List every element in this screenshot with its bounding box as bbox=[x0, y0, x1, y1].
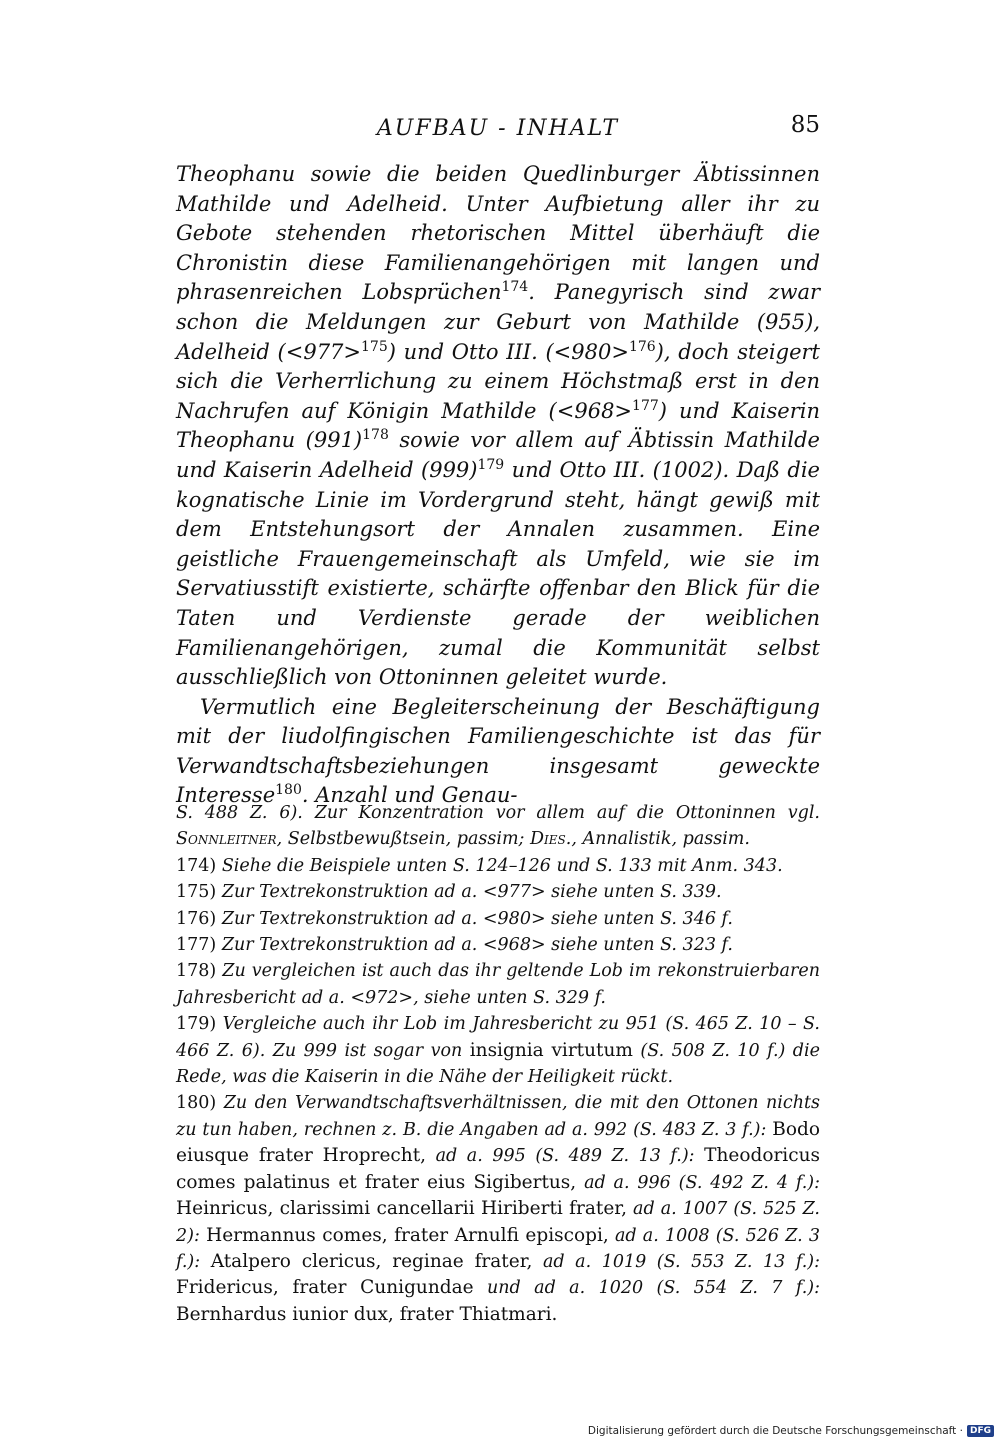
text-run: ), doch steigert sich die Verherrlichung zu einem Höchstmaß erst in den Nachrufen auf Königin Mathilde (<968> bbox=[176, 339, 820, 423]
footnote-number: 180) bbox=[176, 1093, 217, 1114]
footnote-176 bbox=[176, 906, 820, 932]
text-run: und Otto III. (1002). Daß die kognatische Linie im Vordergrund steht, hängt gewiß mit dem Entstehungsort der Annalen zusammen. Eine geistliche Frauengemeinschaft als Umfeld, wie sie im Servatiusstift existierte, schärfte offenbar den Blick für die Taten und Verdienste gerade der weiblichen Familienangehörigen, zumal die Kommunität selbst ausschließlich von Ottoninnen geleitet wurde. bbox=[176, 457, 820, 690]
latin-quote: Hermannus comes, frater Arnulfi episcopi, bbox=[206, 1224, 609, 1246]
paragraph-1 bbox=[176, 160, 820, 693]
footnote-180 bbox=[176, 1090, 820, 1328]
footnote-177 bbox=[176, 932, 820, 958]
footnote-text: Vergleiche auch ihr Lob im Jahresbericht zu 951 (S. 465 Z. 10 – S. 466 Z. 6). Zu 999 ist sogar von bbox=[176, 1014, 820, 1061]
text-run: ) und Otto III. (<980> bbox=[387, 339, 629, 364]
footnote-179 bbox=[176, 1011, 820, 1090]
footnote-ref-176[interactable]: 176 bbox=[628, 338, 656, 355]
latin-quote: Bodo eiusque frater Hroprecht, bbox=[176, 1118, 820, 1167]
author-name: Sonnleitner bbox=[176, 829, 277, 850]
latin-quote: Bernhardus iunior dux, frater Thiatmari. bbox=[176, 1303, 558, 1325]
footnote-text: ad a. 1008 (S. 526 Z. 3 f.): bbox=[176, 1225, 821, 1272]
footnote-number: 175) bbox=[176, 882, 217, 903]
footnote-number: 176) bbox=[176, 908, 217, 929]
footnote-174 bbox=[176, 853, 820, 879]
page-number: 85 bbox=[790, 112, 820, 138]
author-name: Dies. bbox=[530, 829, 572, 850]
paragraph-2 bbox=[176, 693, 820, 811]
footnote-text: ad a. 996 (S. 492 Z. 4 f.): bbox=[584, 1172, 820, 1193]
text-run: . Anzahl und Genau- bbox=[301, 783, 518, 808]
footnote-178 bbox=[176, 958, 820, 1011]
footnote-text: Zu den Verwandtschaftsverhältnissen, die mit den Ottonen nichts zu tun haben, rechnen z. B. die Angaben ad a. 992 (S. 483 Z. 3 f.): bbox=[176, 1093, 820, 1140]
footnote-number: 174) bbox=[176, 855, 217, 876]
footnote-text: ad a. 1007 (S. 525 Z. 2): bbox=[176, 1199, 820, 1246]
credit-text: Digitalisierung gefördert durch die Deutsche Forschungsgemeinschaft · bbox=[587, 1425, 963, 1437]
text-run: . Panegyrisch sind zwar schon die Meldungen zur Geburt von Mathilde (955), Adelheid (<977> bbox=[176, 280, 820, 364]
text-run: , Selbstbewußtsein, passim; bbox=[276, 829, 531, 850]
latin-quote: Fridericus, frater Cunigundae bbox=[176, 1277, 474, 1299]
footnote-text: ad a. 1019 (S. 553 Z. 13 f.): bbox=[542, 1251, 820, 1272]
footnote-ref-174[interactable]: 174 bbox=[501, 279, 529, 296]
footnote-text: und ad a. 1020 (S. 554 Z. 7 f.): bbox=[487, 1278, 820, 1299]
text-run: Vermutlich eine Begleiterscheinung der Beschäftigung mit der liudolfingischen Familiengeschichte ist das für Verwandtschaftsbeziehungen insgesamt geweckte Interesse bbox=[176, 694, 820, 808]
footnote-ref-180[interactable]: 180 bbox=[275, 782, 302, 799]
footnote-number: 178) bbox=[176, 961, 217, 982]
footnote-text: Zur Textrekonstruktion ad a. <968> siehe unten S. 323 f. bbox=[221, 935, 733, 956]
footnotes bbox=[176, 800, 820, 1328]
running-head: AUFBAU - INHALT bbox=[376, 116, 620, 141]
dfg-logo: DFG bbox=[967, 1425, 994, 1437]
footnote-ref-177[interactable]: 177 bbox=[632, 397, 659, 414]
footnote-text: Zur Textrekonstruktion ad a. <980> siehe unten S. 346 f. bbox=[221, 908, 733, 929]
footnote-175 bbox=[176, 879, 820, 905]
footnote-number: 179) bbox=[176, 1014, 217, 1035]
text-run: S. 488 Z. 6). Zur Konzentration vor allem auf die Ottoninnen vgl. bbox=[176, 803, 820, 823]
footnote-text: Zu vergleichen ist auch das ihr geltende Lob im rekonstruierbaren Jahresbericht ad a. <972>, siehe unten S. 329 f. bbox=[176, 961, 820, 1008]
latin-quote: Heinricus, clarissimi cancellarii Hiriberti frater, bbox=[176, 1198, 627, 1220]
latin-quote: Theodoricus comes palatinus et frater eius Sigibertus, bbox=[176, 1145, 820, 1193]
latin-quote: insignia virtutum bbox=[469, 1039, 633, 1061]
footnote-ref-178[interactable]: 178 bbox=[362, 427, 389, 444]
footnote-text: (S. 508 Z. 10 f.) die Rede, was die Kaiserin in die Nähe der Heiligkeit rückt. bbox=[176, 1040, 820, 1088]
footnote-ref-179[interactable]: 179 bbox=[477, 456, 505, 473]
footnote-continuation bbox=[176, 800, 820, 853]
main-text bbox=[176, 160, 820, 811]
footnote-number: 177) bbox=[176, 935, 217, 956]
text-run: Theophanu sowie die beiden Quedlinburger Äbtissinnen Mathilde und Adelheid. Unter Aufbietung aller ihr zu Gebote stehenden rhetorischen Mittel überhäuft die Chronistin diese Familienangehörigen mit langen und phrasenreichen Lobsprüchen bbox=[176, 162, 820, 305]
text-run: , Annalistik, passim. bbox=[571, 829, 750, 850]
page-header bbox=[176, 112, 820, 148]
footnote-text: Zur Textrekonstruktion ad a. <977> siehe unten S. 339. bbox=[221, 882, 722, 903]
text-run: sowie vor allem auf Äbtissin Mathilde und Kaiserin Adelheid (999) bbox=[176, 428, 820, 482]
digitization-credit bbox=[588, 1425, 994, 1437]
footnote-text: Siehe die Beispiele unten S. 124–126 und S. 133 mit Anm. 343. bbox=[221, 855, 783, 876]
footnote-ref-175[interactable]: 175 bbox=[361, 338, 388, 355]
text-run: ) und Kaiserin Theophanu (991) bbox=[176, 398, 821, 453]
footnote-text: ad a. 995 (S. 489 Z. 13 f.): bbox=[435, 1146, 695, 1167]
latin-quote: Atalpero clericus, reginae frater, bbox=[210, 1250, 533, 1272]
